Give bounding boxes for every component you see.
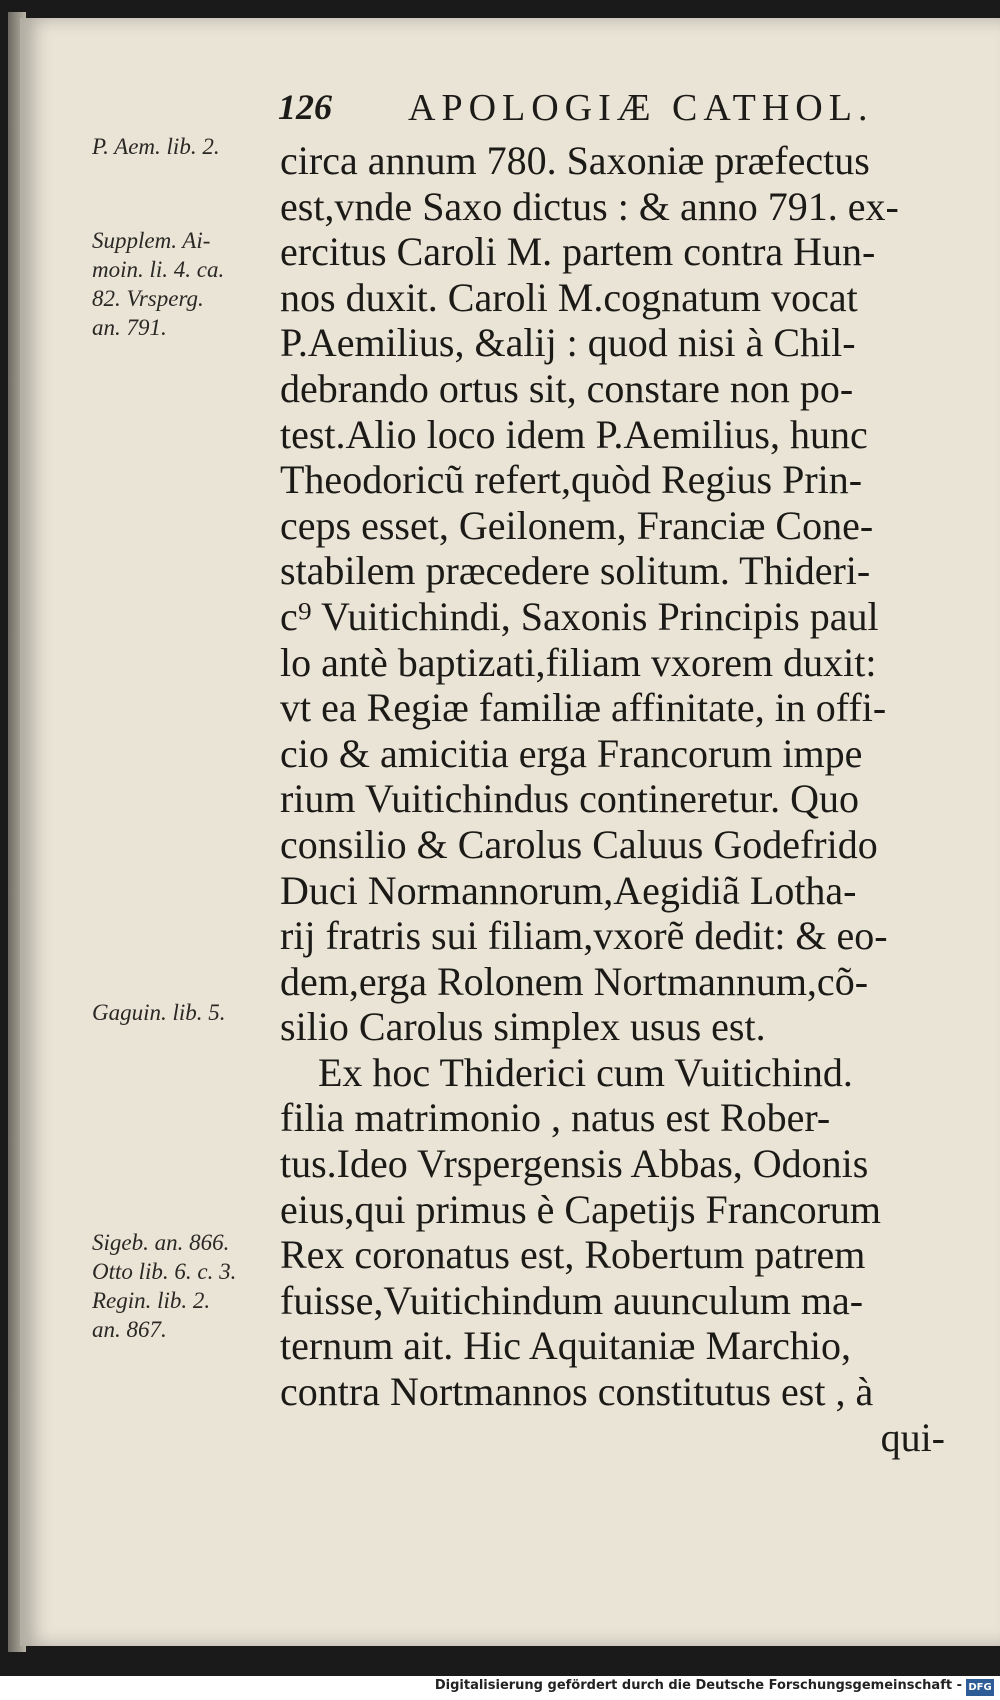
text-line: ercitus Caroli M. partem contra Hun- — [280, 229, 876, 275]
footer-credit: Digitalisierung gefördert durch die Deutsche Forschungsgemeinschaft - — [434, 1678, 962, 1693]
text-line: nos duxit. Caroli M.cognatum vocat — [280, 274, 858, 320]
text-line: circa annum 780. Saxoniæ præfectus — [280, 138, 870, 183]
text-line: Ex hoc Thiderici cum Vuitichind. — [318, 1049, 853, 1095]
margin-note-1: P. Aem. lib. 2. — [92, 134, 220, 159]
text-line: Duci Normannorum,Aegidiã Lotha- — [280, 867, 857, 913]
dfg-logo: DFG — [966, 1679, 994, 1696]
text-line: fuisse,Vuitichindum auunculum ma- — [280, 1277, 864, 1323]
margin-note-2: Supplem. Ai- moin. li. 4. ca. 82. Vrsperg. an. 791. — [92, 228, 225, 340]
page-header — [278, 86, 938, 136]
text-line: vt ea Regiæ familiæ affinitate, in offi- — [280, 685, 887, 731]
margin-note-3: Gaguin. lib. 5. — [92, 1000, 226, 1025]
text-line: est,vnde Saxo dictus : & anno 791. ex- — [280, 183, 899, 229]
text-line: filia matrimonio , natus est Rober- — [280, 1095, 831, 1141]
text-line: ceps esset, Geilonem, Franciæ Cone- — [280, 502, 874, 548]
text-line: debrando ortus sit, constare non po- — [280, 365, 854, 411]
footer-bar — [0, 1676, 1000, 1700]
text-line: Theodoricũ refert,quòd Regius Prin- — [280, 457, 863, 503]
text-line: Rex coronatus est, Robertum patrem — [280, 1232, 866, 1278]
catchword: qui- — [880, 1414, 945, 1460]
body-text — [280, 138, 945, 1460]
text-line: rij fratris sui filiam,vxorẽ dedit: & eo- — [280, 913, 888, 959]
text-line: consilio & Carolus Caluus Godefrido — [280, 821, 878, 867]
text-line: test.Alio loco idem P.Aemilius, hunc — [280, 411, 868, 457]
text-line: tus.Ideo Vrspergensis Abbas, Odonis — [280, 1141, 869, 1187]
page-number: 126 — [278, 87, 332, 127]
text-line: rium Vuitichindus contineretur. Quo — [280, 776, 860, 822]
text-line: dem,erga Rolonem Nortmannum,cõ- — [280, 958, 869, 1004]
margin-note-4: Sigeb. an. 866. Otto lib. 6. c. 3. Regin. lib. 2. an. 867. — [92, 1230, 237, 1342]
text-line: stabilem præcedere solitum. Thideri- — [280, 548, 871, 594]
text-line: cio & amicitia erga Francorum impe — [280, 730, 863, 776]
text-line: eius,qui primus è Capetijs Francorum — [280, 1186, 882, 1232]
text-line: ternum ait. Hic Aquitaniæ Marchio, — [280, 1323, 851, 1369]
text-line: silio Carolus simplex usus est. — [280, 1004, 766, 1050]
text-line: P.Aemilius, &alij : quod nisi à Chil- — [280, 320, 856, 366]
running-head: APOLOGIÆ CATHOL. — [408, 87, 874, 129]
text-line: contra Nortmannos constitutus est , à — [280, 1369, 874, 1415]
text-line: lo antè baptizati,filiam vxorem duxit: — [280, 639, 877, 685]
text-line: c⁹ Vuitichindi, Saxonis Principis paul — [280, 593, 879, 639]
